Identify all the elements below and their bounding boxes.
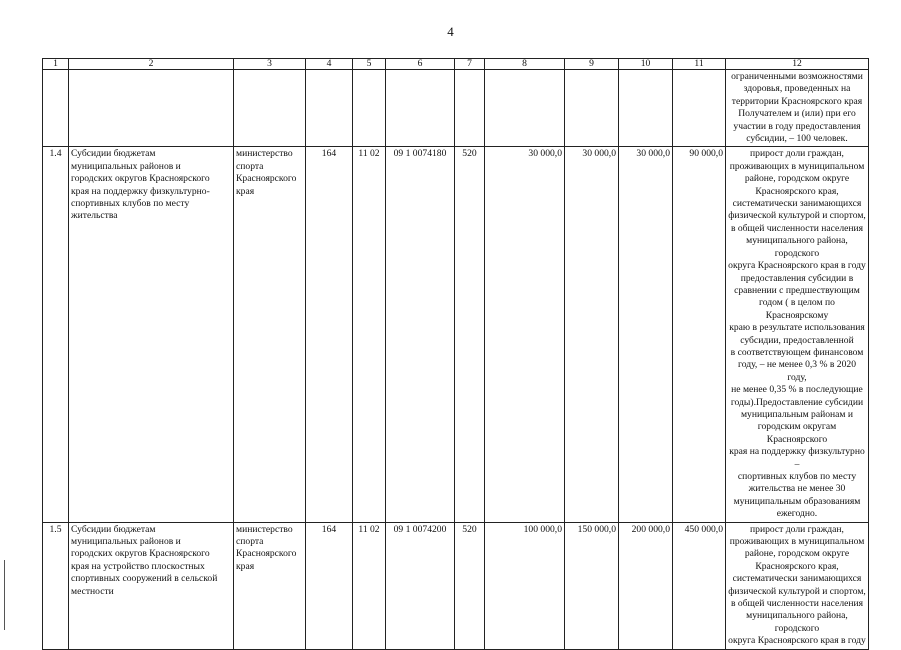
header-cell-2: 2 [69, 59, 234, 70]
cell-c10: 30 000,0 [619, 147, 673, 522]
budget-table [42, 58, 869, 650]
cell-line: субсидии, предоставленной [740, 334, 854, 346]
cell-line: муниципального района, городского [746, 235, 848, 259]
cell-line: физической культурой и спортом, [728, 210, 866, 222]
cell-line: муниципального района, городского [746, 610, 848, 634]
cell-line: участии в году предоставления [733, 120, 861, 132]
cell-line: районе, городском округе [744, 173, 850, 185]
cell-line: муниципальным образованиям [733, 495, 861, 507]
cell-c5: 11 02 [353, 522, 386, 649]
header-cell-1: 1 [43, 59, 69, 70]
cell-c6: 09 1 0074200 [386, 522, 455, 649]
cell-line: прирост доли граждан, [750, 523, 844, 535]
header-cell-10: 10 [619, 59, 673, 70]
cell-c11: 90 000,0 [673, 147, 726, 522]
cell-c8 [485, 70, 565, 147]
cell-line: спортивных клубов по месту [737, 471, 857, 482]
cell-line: муниципальных районов и [71, 160, 181, 172]
cell-line: края [236, 185, 255, 197]
cell-line: края на поддержку физкультурно – [729, 446, 865, 470]
cell-line: в общей численности населения [730, 222, 864, 234]
table-body [43, 70, 869, 650]
cell-c4: 164 [306, 522, 353, 649]
cell-c1: 1.4 [43, 147, 69, 522]
scan-mark-left [4, 560, 5, 630]
cell-line: сравнении с предшествующим [734, 284, 860, 296]
cell-line: Красноярского [236, 173, 297, 185]
cell-line: Красноярского края, [755, 185, 839, 197]
page-number: 4 [447, 24, 454, 39]
cell-line: Субсидии бюджетам [71, 523, 156, 535]
cell-line: Красноярского [236, 548, 297, 560]
cell-c3 [234, 147, 306, 522]
cell-line: министерство [236, 148, 293, 160]
cell-line: не менее 0,35 % в последующие [731, 384, 863, 396]
cell-c4 [306, 70, 353, 147]
header-cell-6: 6 [386, 59, 455, 70]
cell-line: ежегодно. [776, 508, 818, 520]
cell-c12 [726, 70, 869, 147]
cell-line: муниципальных районов и [71, 536, 181, 548]
cell-line: спортивных клубов по месту [71, 198, 190, 210]
cell-c6 [386, 70, 455, 147]
header-cell-7: 7 [455, 59, 485, 70]
cell-c5: 11 02 [353, 147, 386, 522]
cell-line: муниципальным районам и [740, 408, 854, 420]
table-row [43, 147, 869, 522]
header-cell-5: 5 [353, 59, 386, 70]
cell-c11 [673, 70, 726, 147]
cell-line: физической культурой и спортом, [728, 585, 866, 597]
cell-line: края на поддержку физкультурно- [71, 185, 210, 197]
cell-line: в соответствующем финансовом [730, 346, 864, 358]
cell-line: территории Красноярского края [731, 95, 863, 107]
cell-line: проживающих в муниципальном [729, 536, 865, 548]
cell-line: году, – не менее 0,3 % в 2020 году, [738, 359, 856, 383]
cell-c2 [69, 147, 234, 522]
cell-line: предоставления субсидии в [740, 272, 854, 284]
cell-c8: 30 000,0 [485, 147, 565, 522]
cell-line: Субсидии бюджетам [71, 148, 156, 160]
header-cell-4: 4 [306, 59, 353, 70]
cell-c1 [43, 70, 69, 147]
cell-c6: 09 1 0074180 [386, 147, 455, 522]
cell-line: субсидии, – 100 человек. [746, 133, 848, 145]
cell-line: спорта [236, 536, 264, 548]
cell-line: городских округов Красноярского [71, 548, 210, 560]
header-cell-8: 8 [485, 59, 565, 70]
cell-c9 [565, 70, 619, 147]
cell-c9: 30 000,0 [565, 147, 619, 522]
cell-line: спортивных сооружений в сельской [71, 573, 218, 585]
cell-line: районе, городском округе [744, 548, 850, 560]
cell-c2 [69, 522, 234, 649]
cell-line: жительства [71, 210, 118, 222]
cell-line: края [236, 560, 255, 572]
cell-line: округа Красноярского края в году [728, 260, 866, 272]
cell-line: в общей численности населения [730, 598, 864, 610]
cell-line: жительства не менее 30 [748, 483, 846, 495]
header-cell-9: 9 [565, 59, 619, 70]
cell-line: края на устройство плоскостных [71, 560, 205, 572]
cell-line: городским округам Красноярского [757, 421, 837, 445]
cell-c7: 520 [455, 147, 485, 522]
table-row [43, 70, 869, 147]
cell-c7: 520 [455, 522, 485, 649]
cell-line: министерство [236, 523, 293, 535]
cell-line: краю в результате использования [729, 322, 865, 334]
cell-c8: 100 000,0 [485, 522, 565, 649]
cell-line: систематически занимающихся [732, 573, 862, 585]
cell-line: прирост доли граждан, [750, 148, 844, 160]
cell-line: здоровья, проведенных на [743, 83, 851, 95]
cell-line: Получателем и (или) при его [738, 108, 856, 120]
cell-c5 [353, 70, 386, 147]
cell-c7 [455, 70, 485, 147]
header-cell-12: 12 [726, 59, 869, 70]
cell-c3 [234, 522, 306, 649]
cell-line: проживающих в муниципальном [729, 160, 865, 172]
cell-c2 [69, 70, 234, 147]
header-cell-11: 11 [673, 59, 726, 70]
cell-c12 [726, 522, 869, 649]
cell-c3 [234, 70, 306, 147]
cell-c4: 164 [306, 147, 353, 522]
cell-c10 [619, 70, 673, 147]
cell-line: спорта [236, 160, 264, 172]
cell-c1: 1.5 [43, 522, 69, 649]
cell-c12 [726, 147, 869, 522]
cell-c10: 200 000,0 [619, 522, 673, 649]
cell-line: систематически занимающихся [732, 198, 862, 210]
cell-line: годы).Предоставление субсидии [730, 396, 864, 408]
cell-line: округа Красноярского края в году [728, 635, 866, 647]
table-row [43, 522, 869, 649]
header-cell-3: 3 [234, 59, 306, 70]
header-row [43, 59, 869, 70]
cell-c11: 450 000,0 [673, 522, 726, 649]
cell-line: городских округов Красноярского [71, 173, 210, 185]
cell-c9: 150 000,0 [565, 522, 619, 649]
cell-line: местности [71, 585, 114, 597]
cell-line: ограниченными возможностями [731, 71, 863, 82]
cell-line: годом ( в целом по Красноярскому [759, 297, 835, 321]
cell-line: Красноярского края, [755, 560, 839, 572]
